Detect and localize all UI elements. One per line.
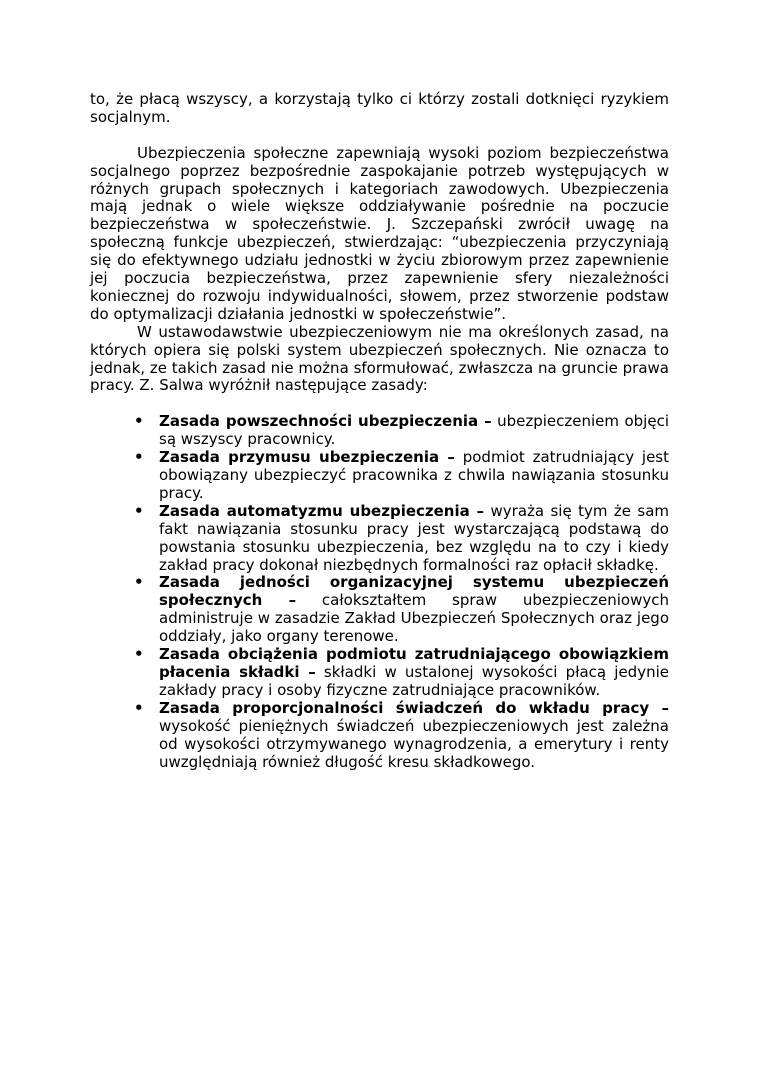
principle-title: Zasada przymusu ubezpieczenia –	[159, 448, 455, 467]
paragraph-legislation: W ustawodawstwie ubezpieczeniowym nie ma określonych zasad, na których opiera się polski system ubezpieczeń społecznych. Nie oznacza to jednak, ze takich zasad nie można sformułować, zwłaszcza na gruncie prawa pracy. Z. Salwa wyróżnił następujące zasady:	[90, 322, 669, 395]
list-item	[134, 645, 669, 700]
bullet-icon: •	[134, 573, 144, 592]
list-item	[134, 501, 669, 575]
principle-description: wyraża się tym że sam fakt nawiązania stosunku pracy jest wystarczającą podstawą do powstania stosunku ubezpieczenia, bez względu na to czy i kiedy zakład pracy dokonał niezbędnych formalności raz opłacił składkę.	[159, 501, 669, 574]
paragraph-gap	[90, 127, 669, 145]
bullet-icon: •	[134, 448, 144, 467]
list-item	[134, 698, 669, 772]
bullet-icon: •	[134, 501, 144, 520]
list-item	[134, 448, 670, 503]
principle-description: podmiot zatrudniający jest obowiązany ubezpieczyć pracownika z chwila nawiązania stosunku pracy.	[159, 448, 670, 502]
list-item	[134, 412, 669, 449]
principles-list	[90, 413, 669, 771]
principle-title: Zasada jedności organizacyjnej systemu ubezpieczeń społecznych –	[159, 573, 669, 610]
principle-description: składki w ustalonej wysokości płacą jedynie zakłady pracy i osoby fizyczne zatrudniające pracowników.	[159, 662, 669, 699]
paragraph-social-insurance: Ubezpieczenia społeczne zapewniają wysoki poziom bezpieczeństwa socjalnego poprzez bezpośrednie zaspokajanie potrzeb występujących w różnych grupach społecznych i kategoriach zawodowych. Ubezpieczenia mają jednak o wiele większe oddziaływanie pośrednie na poczucie bezpieczeństwa w społeczeństwie. J. Szczepański zwrócił uwagę na społeczną funkcje ubezpieczeń, stwierdzając: “ubezpieczenia przyczyniają się do efektywnego udziału jednostki w życiu zbiorowym przez zapewnienie jej poczucia bezpieczeństwa, przez zapewnienie sfery niezależności koniecznej do rozwoju indywidualności, słowem, przez stworzenie podstaw do optymalizacji działania jednostki w społeczeństwie”.	[90, 143, 669, 323]
bullet-icon: •	[134, 412, 144, 431]
bullet-icon: •	[134, 645, 144, 664]
principle-description: całokształtem spraw ubezpieczeniowych administruje w zasadzie Zakład Ubezpieczeń Społecznych oraz jego oddziały, jako organy terenowe.	[159, 591, 669, 646]
principle-title: Zasada powszechności ubezpieczenia –	[159, 412, 492, 431]
principle-description: ubezpieczeniem objęci są wszyscy pracownicy.	[159, 412, 669, 449]
principle-title: Zasada automatyzmu ubezpieczenia –	[159, 501, 485, 520]
list-item	[134, 573, 669, 646]
principle-description: wysokość pieniężnych świadczeń ubezpieczeniowych jest zależna od wysokości otrzymywanego wynagrodzenia, a emerytury i renty uwzględniają również długość kresu składkowego.	[159, 716, 669, 771]
paragraph-intro: to, że płacą wszyscy, a korzystają tylko ci którzy zostali dotknięci ryzykiem socjalnym.	[90, 90, 669, 126]
document-page	[90, 91, 669, 771]
bullet-icon: •	[134, 698, 144, 717]
principle-title: Zasada obciążenia podmiotu zatrudniającego obowiązkiem płacenia składki –	[159, 645, 669, 681]
principle-title: Zasada proporcjonalności świadczeń do wkładu pracy –	[159, 698, 669, 717]
